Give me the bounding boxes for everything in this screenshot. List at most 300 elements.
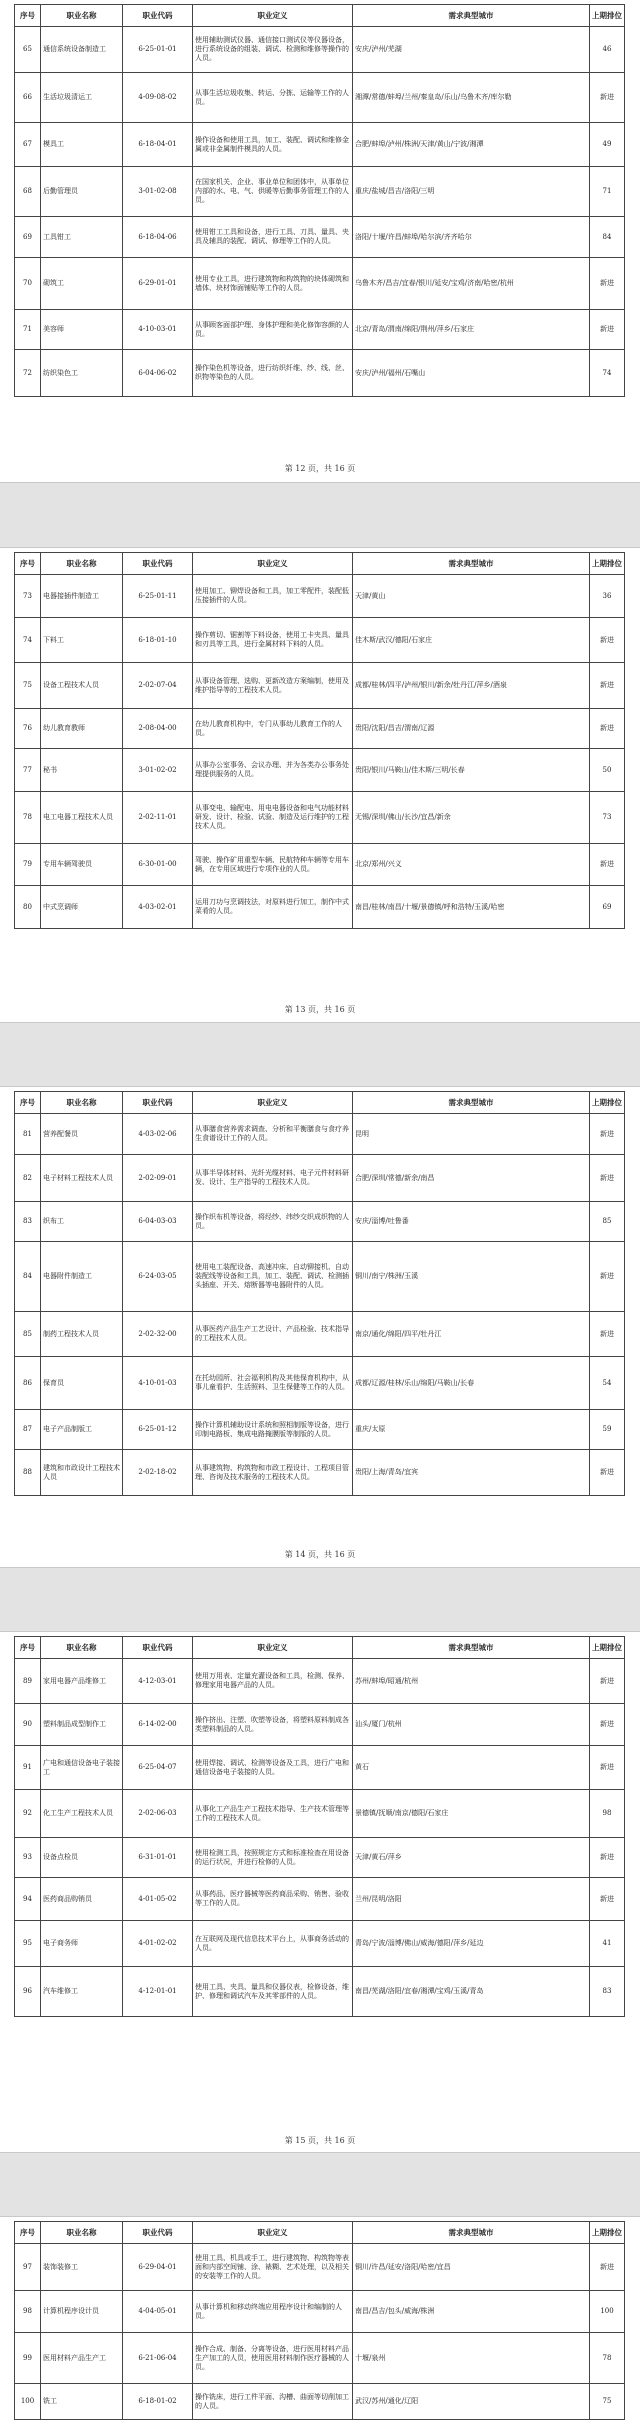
job-code: 6-18-04-01 [123, 123, 193, 167]
table-row [15, 709, 625, 749]
typical-cities: 贵阳/银川/马鞍山/佳木斯/三明/长春 [353, 749, 590, 792]
row-number: 76 [15, 709, 41, 749]
header-prev-rank: 上期排位 [590, 553, 625, 575]
row-number: 99 [15, 2333, 41, 2384]
row-number: 88 [15, 1450, 41, 1496]
job-name: 电子材料工程技术人员 [41, 1155, 123, 1202]
job-name: 医药商品购销员 [41, 1878, 123, 1921]
row-number: 93 [15, 1838, 41, 1878]
job-code: 6-25-04-07 [123, 1746, 193, 1790]
job-code: 3-01-02-02 [123, 749, 193, 792]
previous-rank: 36 [590, 575, 625, 618]
previous-rank: 83 [590, 1967, 625, 2017]
job-definition: 使用工具、机具或手工，进行建筑物、构筑物等表面和内部空间铺、涂、裱糊、艺术处理，以及相关的安装等工作的人员。 [193, 2244, 353, 2291]
table-row [15, 1242, 625, 1312]
table-row [15, 258, 625, 310]
job-code: 6-18-01-10 [123, 618, 193, 663]
header-name: 职业名称 [41, 1637, 123, 1659]
table-row [15, 1746, 625, 1790]
row-number: 67 [15, 123, 41, 167]
job-name: 电子商务师 [41, 1921, 123, 1967]
header-no: 序号 [15, 1092, 41, 1114]
row-number: 74 [15, 618, 41, 663]
table-row [15, 73, 625, 123]
typical-cities: 兰州/昆明/洛阳 [353, 1878, 590, 1921]
header-code: 职业代码 [123, 5, 193, 27]
job-definition: 从事医药产品生产工艺设计、产品检验、技术指导的工程技术人员。 [193, 1312, 353, 1357]
job-name: 美容师 [41, 310, 123, 350]
job-name: 装饰装修工 [41, 2244, 123, 2291]
row-number: 72 [15, 350, 41, 397]
job-definition: 从事顾客面部护理、身体护理和美化修饰容颜的人员。 [193, 310, 353, 350]
header-code: 职业代码 [123, 1092, 193, 1114]
job-code: 6-14-02-00 [123, 1704, 193, 1746]
previous-rank: 新进 [590, 709, 625, 749]
typical-cities: 青岛/宁波/淄博/佛山/威海/德阳/萍乡/延边 [353, 1921, 590, 1967]
previous-rank: 50 [590, 749, 625, 792]
table-row [15, 1659, 625, 1704]
job-name: 电子产品制版工 [41, 1410, 123, 1450]
row-number: 94 [15, 1878, 41, 1921]
table-row [15, 2384, 625, 2420]
typical-cities: 南昌/桂林/南昌/十堰/景德镇/呼和浩特/玉溪/哈密 [353, 886, 590, 929]
job-definition: 使用辅助测试仪器、通信接口测试仪等仪器设备，进行系统设备的组装、调试、检测和维修等操作的人员。 [193, 27, 353, 73]
previous-rank: 新进 [590, 1878, 625, 1921]
job-name: 家用电器产品维修工 [41, 1659, 123, 1704]
job-code: 4-01-02-02 [123, 1921, 193, 1967]
row-number: 83 [15, 1202, 41, 1242]
table-row [15, 217, 625, 258]
typical-cities: 合肥/深圳/常德/新余/南昌 [353, 1155, 590, 1202]
previous-rank: 新进 [590, 2244, 625, 2291]
job-name: 电工电器工程技术人员 [41, 792, 123, 844]
table-row [15, 749, 625, 792]
job-definition: 使用万用表、定量充灌设备和工具，检测、保养、修理家用电器产品的人员。 [193, 1659, 353, 1704]
row-number: 73 [15, 575, 41, 618]
job-code: 4-03-02-06 [123, 1114, 193, 1155]
previous-rank: 69 [590, 886, 625, 929]
job-definition: 操作铣床，进行工件平面、沟槽、曲面等切削加工的人员。 [193, 2384, 353, 2420]
row-number: 95 [15, 1921, 41, 1967]
jobs-table [14, 1091, 625, 1496]
previous-rank: 85 [590, 1202, 625, 1242]
job-definition: 在国家机关、企业、事业单位和团体中，从事单位内部的水、电、气、供暖等后勤事务管理工作的人员。 [193, 167, 353, 217]
jobs-table [14, 1636, 625, 2017]
row-number: 65 [15, 27, 41, 73]
header-definition: 职业定义 [193, 1637, 353, 1659]
previous-rank: 75 [590, 2384, 625, 2420]
job-definition: 使用检测工具，按照规定方式和标准检查在用设备的运行状况，并进行检修的人员。 [193, 1838, 353, 1878]
header-name: 职业名称 [41, 1092, 123, 1114]
typical-cities: 铜川/南宁/株洲/玉溪 [353, 1242, 590, 1312]
header-code: 职业代码 [123, 2222, 193, 2244]
row-number: 75 [15, 663, 41, 709]
job-name: 砌筑工 [41, 258, 123, 310]
row-number: 82 [15, 1155, 41, 1202]
job-code: 4-09-08-02 [123, 73, 193, 123]
job-code: 6-18-01-02 [123, 2384, 193, 2420]
header-cities: 需求典型城市 [353, 553, 590, 575]
table-row [15, 167, 625, 217]
typical-cities: 苏州/蚌埠/昭通/杭州 [353, 1659, 590, 1704]
previous-rank: 新进 [590, 310, 625, 350]
job-name: 化工生产工程技术人员 [41, 1790, 123, 1838]
typical-cities: 佳木斯/武汉/德阳/石家庄 [353, 618, 590, 663]
job-name: 秘书 [41, 749, 123, 792]
page-separator [0, 1022, 640, 1087]
typical-cities: 重庆/盐城/昌吉/洛阳/三明 [353, 167, 590, 217]
header-no: 序号 [15, 1637, 41, 1659]
previous-rank: 新进 [590, 1312, 625, 1357]
header-prev-rank: 上期排位 [590, 5, 625, 27]
typical-cities: 武汉/苏州/通化/辽阳 [353, 2384, 590, 2420]
document-page-15 [0, 1632, 640, 2152]
job-code: 4-04-05-01 [123, 2291, 193, 2333]
table-row [15, 1790, 625, 1838]
job-definition: 从事办公室事务、会议办理、并为各类办公事务处理提供服务的人员。 [193, 749, 353, 792]
typical-cities: 无锡/深圳/佛山/长沙/宜昌/新余 [353, 792, 590, 844]
typical-cities: 汕头/厦门/杭州 [353, 1704, 590, 1746]
job-code: 2-02-06-03 [123, 1790, 193, 1838]
row-number: 77 [15, 749, 41, 792]
header-name: 职业名称 [41, 553, 123, 575]
document-page-13 [0, 548, 640, 1022]
table-row [15, 27, 625, 73]
job-code: 6-29-01-01 [123, 258, 193, 310]
row-number: 91 [15, 1746, 41, 1790]
table-row [15, 1312, 625, 1357]
typical-cities: 南京/通化/绵阳/四平/牡丹江 [353, 1312, 590, 1357]
typical-cities: 北京/郑州/兴义 [353, 844, 590, 886]
typical-cities: 安庆/泸州/芜湖 [353, 27, 590, 73]
header-cities: 需求典型城市 [353, 5, 590, 27]
jobs-table [14, 4, 625, 397]
row-number: 78 [15, 792, 41, 844]
typical-cities: 天津/黄石/萍乡 [353, 1838, 590, 1878]
typical-cities: 南昌/芜湖/洛阳/宜春/湘潭/宝鸡/玉溪/青岛 [353, 1967, 590, 2017]
job-name: 电器附件制造工 [41, 1242, 123, 1312]
table-row [15, 1114, 625, 1155]
typical-cities: 黄石 [353, 1746, 590, 1790]
header-definition: 职业定义 [193, 2222, 353, 2244]
previous-rank: 41 [590, 1921, 625, 1967]
header-prev-rank: 上期排位 [590, 1092, 625, 1114]
row-number: 80 [15, 886, 41, 929]
document-page-16 [0, 2217, 640, 2425]
job-code: 3-01-02-08 [123, 167, 193, 217]
job-name: 生活垃圾清运工 [41, 73, 123, 123]
job-definition: 使用电工装配设备、高速冲床、自动铆接机、自动装配线等设备和工具，加工、装配、调试、检测插头插座、开关、熔断器等电器附件的人员。 [193, 1242, 353, 1312]
typical-cities: 湘潭/常德/蚌埠/兰州/秦皇岛/乐山/乌鲁木齐/库尔勒 [353, 73, 590, 123]
previous-rank: 新进 [590, 1838, 625, 1878]
header-cities: 需求典型城市 [353, 1092, 590, 1114]
row-number: 71 [15, 310, 41, 350]
job-code: 6-30-01-00 [123, 844, 193, 886]
table-row [15, 2244, 625, 2291]
jobs-table [14, 552, 625, 929]
job-name: 制药工程技术人员 [41, 1312, 123, 1357]
page-footer: 第 12 页，共 16 页 [284, 464, 356, 473]
row-number: 84 [15, 1242, 41, 1312]
previous-rank: 新进 [590, 663, 625, 709]
job-code: 2-08-04-00 [123, 709, 193, 749]
table-row [15, 1450, 625, 1496]
job-definition: 操作染色机等设备，进行纺织纤维、纱、线、丝、织物等染色的人员。 [193, 350, 353, 397]
row-number: 85 [15, 1312, 41, 1357]
previous-rank: 新进 [590, 1704, 625, 1746]
job-definition: 运用刀功与烹调技法，对原料进行加工，制作中式菜肴的人员。 [193, 886, 353, 929]
job-definition: 使用加工、铆焊设备和工具，加工零配件，装配低压接插件的人员。 [193, 575, 353, 618]
row-number: 89 [15, 1659, 41, 1704]
page-separator [0, 2152, 640, 2217]
job-definition: 操作合成、制备、分离等设备，进行医用材料产品生产加工的人员，使用医用材料制作医疗器械的人员。 [193, 2333, 353, 2384]
job-name: 幼儿教育教师 [41, 709, 123, 749]
job-code: 6-18-04-06 [123, 217, 193, 258]
job-code: 4-10-03-01 [123, 310, 193, 350]
header-definition: 职业定义 [193, 553, 353, 575]
job-code: 6-21-06-04 [123, 2333, 193, 2384]
header-code: 职业代码 [123, 1637, 193, 1659]
table-row [15, 575, 625, 618]
page-footer: 第 13 页，共 16 页 [284, 1005, 356, 1014]
row-number: 97 [15, 2244, 41, 2291]
typical-cities: 南昌/昌吉/包头/威海/株洲 [353, 2291, 590, 2333]
row-number: 69 [15, 217, 41, 258]
previous-rank: 73 [590, 792, 625, 844]
job-code: 6-04-06-02 [123, 350, 193, 397]
typical-cities: 洛阳/十堰/许昌/蚌埠/哈尔滨/齐齐哈尔 [353, 217, 590, 258]
job-code: 2-02-09-01 [123, 1155, 193, 1202]
page-footer: 第 15 页，共 16 页 [284, 2136, 356, 2145]
previous-rank: 新进 [590, 1659, 625, 1704]
table-row [15, 123, 625, 167]
previous-rank: 新进 [590, 1155, 625, 1202]
table-row [15, 618, 625, 663]
header-name: 职业名称 [41, 5, 123, 27]
job-name: 织布工 [41, 1202, 123, 1242]
header-cities: 需求典型城市 [353, 1637, 590, 1659]
job-name: 专用车辆驾驶员 [41, 844, 123, 886]
table-row [15, 1410, 625, 1450]
job-definition: 从事生活垃圾收集、转运、分拣、运输等工作的人员。 [193, 73, 353, 123]
job-definition: 使用钳工工具和设备，进行工具、刀具、量具、夹具及辅具的装配、调试、修理等工作的人员。 [193, 217, 353, 258]
job-definition: 从事半导体材料、光纤光缆材料、电子元件材料研发、设计、生产指导的工程技术人员。 [193, 1155, 353, 1202]
job-name: 铣工 [41, 2384, 123, 2420]
page-separator [0, 1567, 640, 1632]
table-row [15, 886, 625, 929]
job-code: 6-25-01-11 [123, 575, 193, 618]
job-code: 6-25-01-12 [123, 1410, 193, 1450]
table-row [15, 1202, 625, 1242]
row-number: 98 [15, 2291, 41, 2333]
previous-rank: 59 [590, 1410, 625, 1450]
previous-rank: 新进 [590, 258, 625, 310]
table-row [15, 1967, 625, 2017]
typical-cities: 贵阳/沈阳/昌吉/渭南/辽源 [353, 709, 590, 749]
typical-cities: 乌鲁木齐/昌吉/宜春/银川/延安/宝鸡/济南/哈密/杭州 [353, 258, 590, 310]
job-definition: 在托幼园所、社会福利机构及其他保育机构中，从事儿童看护、生活照料、卫生保健等工作的人员。 [193, 1357, 353, 1410]
job-code: 4-03-02-01 [123, 886, 193, 929]
job-code: 2-02-07-04 [123, 663, 193, 709]
job-definition: 从事膳食营养需求调查、分析和平衡膳食与食疗养生食谱设计工作的人员。 [193, 1114, 353, 1155]
job-name: 电器接插件制造工 [41, 575, 123, 618]
typical-cities: 合肥/蚌埠/泸州/株洲/天津/黄山/宁波/湘潭 [353, 123, 590, 167]
job-name: 计算机程序设计员 [41, 2291, 123, 2333]
table-row [15, 1155, 625, 1202]
previous-rank: 新进 [590, 1114, 625, 1155]
job-definition: 操作设备和使用工具，加工、装配、调试和维修金属或非金属制件模具的人员。 [193, 123, 353, 167]
job-definition: 操作计算机辅助设计系统和照相制版等设备，进行印制电路板、集成电路掩膜版等制版的人员。 [193, 1410, 353, 1450]
job-definition: 使用焊接、调试、检测等设备及工具，进行广电和通信设备电子装接的人员。 [193, 1746, 353, 1790]
job-definition: 使用工具、夹具、量具和仪器仪表，检修设备，维护、修理和调试汽车及其零部件的人员。 [193, 1967, 353, 2017]
typical-cities: 重庆/太原 [353, 1410, 590, 1450]
previous-rank: 新进 [590, 73, 625, 123]
job-code: 2-02-32-00 [123, 1312, 193, 1357]
job-definition: 驾驶、操作矿用重型车辆、民航特种车辆等专用车辆，在专用区域进行专项作业的人员。 [193, 844, 353, 886]
typical-cities: 十堰/泉州 [353, 2333, 590, 2384]
previous-rank: 54 [590, 1357, 625, 1410]
job-code: 2-02-11-01 [123, 792, 193, 844]
header-no: 序号 [15, 553, 41, 575]
previous-rank: 49 [590, 123, 625, 167]
typical-cities: 北京/青岛/渭南/绵阳/荆州/萍乡/石家庄 [353, 310, 590, 350]
job-definition: 使用专业工具，进行建筑物和构筑物的块体砌筑和墙体、块材饰面铺贴等工作的人员。 [193, 258, 353, 310]
job-definition: 从事计算机和移动终端应用程序设计和编制的人员。 [193, 2291, 353, 2333]
job-definition: 从事变电、输配电、用电电器设备和电气功能材料研发、设计、检验、试验、制造及运行维护的工程技术人员。 [193, 792, 353, 844]
previous-rank: 新进 [590, 1450, 625, 1496]
table-row [15, 350, 625, 397]
job-definition: 在幼儿教育机构中，专门从事幼儿教育工作的人员。 [193, 709, 353, 749]
previous-rank: 新进 [590, 1746, 625, 1790]
job-name: 纺织染色工 [41, 350, 123, 397]
job-code: 6-25-01-01 [123, 27, 193, 73]
typical-cities: 天津/黄山 [353, 575, 590, 618]
job-definition: 从事设备管理、选购、更新改造方案编制，使用及维护指导等的工程技术人员。 [193, 663, 353, 709]
previous-rank: 78 [590, 2333, 625, 2384]
document-page-14 [0, 1087, 640, 1567]
typical-cities: 成都/桂林/四平/泸州/银川/新余/牡丹江/萍乡/酒泉 [353, 663, 590, 709]
table-row [15, 1838, 625, 1878]
row-number: 100 [15, 2384, 41, 2420]
header-prev-rank: 上期排位 [590, 2222, 625, 2244]
row-number: 66 [15, 73, 41, 123]
previous-rank: 100 [590, 2291, 625, 2333]
job-code: 4-12-01-01 [123, 1967, 193, 2017]
job-code: 6-31-01-01 [123, 1838, 193, 1878]
job-name: 保育员 [41, 1357, 123, 1410]
header-definition: 职业定义 [193, 1092, 353, 1114]
row-number: 96 [15, 1967, 41, 2017]
page-separator [0, 482, 640, 548]
table-row [15, 2333, 625, 2384]
typical-cities: 景德镇/抚顺/南京/德阳/石家庄 [353, 1790, 590, 1838]
table-row [15, 1921, 625, 1967]
previous-rank: 84 [590, 217, 625, 258]
row-number: 90 [15, 1704, 41, 1746]
job-name: 中式烹调师 [41, 886, 123, 929]
job-code: 4-12-03-01 [123, 1659, 193, 1704]
job-definition: 从事建筑物、构筑物和市政工程设计、工程项目管理、咨询及技术服务的工程技术人员。 [193, 1450, 353, 1496]
job-name: 塑料制品成型制作工 [41, 1704, 123, 1746]
typical-cities: 成都/辽源/桂林/乐山/绵阳/马鞍山/长春 [353, 1357, 590, 1410]
job-code: 4-01-05-02 [123, 1878, 193, 1921]
row-number: 68 [15, 167, 41, 217]
job-code: 4-10-01-03 [123, 1357, 193, 1410]
job-code: 2-02-18-02 [123, 1450, 193, 1496]
job-name: 设备工程技术人员 [41, 663, 123, 709]
document-page-12 [0, 0, 640, 482]
typical-cities: 安庆/泸州/福州/石嘴山 [353, 350, 590, 397]
row-number: 79 [15, 844, 41, 886]
header-definition: 职业定义 [193, 5, 353, 27]
header-no: 序号 [15, 5, 41, 27]
previous-rank: 98 [590, 1790, 625, 1838]
job-name: 建筑和市政设计工程技术人员 [41, 1450, 123, 1496]
previous-rank: 新进 [590, 618, 625, 663]
previous-rank: 新进 [590, 844, 625, 886]
job-definition: 操作织布机等设备，将经纱、纬纱交织成织物的人员。 [193, 1202, 353, 1242]
table-row [15, 310, 625, 350]
previous-rank: 71 [590, 167, 625, 217]
typical-cities: 贵阳/上海/青岛/宜宾 [353, 1450, 590, 1496]
job-name: 广电和通信设备电子装接工 [41, 1746, 123, 1790]
job-name: 医用材料产品生产工 [41, 2333, 123, 2384]
table-row [15, 792, 625, 844]
typical-cities: 安庆/淄博/吐鲁番 [353, 1202, 590, 1242]
previous-rank: 新进 [590, 1242, 625, 1312]
table-row [15, 663, 625, 709]
job-code: 6-29-04-01 [123, 2244, 193, 2291]
table-row [15, 2291, 625, 2333]
job-name: 营养配餐员 [41, 1114, 123, 1155]
row-number: 70 [15, 258, 41, 310]
job-definition: 在互联网及现代信息技术平台上，从事商务活动的人员。 [193, 1921, 353, 1967]
row-number: 87 [15, 1410, 41, 1450]
job-definition: 操作挤出、注塑、吹塑等设备，将塑料原料制成各类塑料制品的人员。 [193, 1704, 353, 1746]
previous-rank: 74 [590, 350, 625, 397]
header-no: 序号 [15, 2222, 41, 2244]
job-name: 汽车维修工 [41, 1967, 123, 2017]
page-footer: 第 14 页，共 16 页 [284, 1550, 356, 1559]
table-row [15, 1357, 625, 1410]
header-prev-rank: 上期排位 [590, 1637, 625, 1659]
table-row [15, 1878, 625, 1921]
job-name: 通信系统设备制造工 [41, 27, 123, 73]
header-code: 职业代码 [123, 553, 193, 575]
job-code: 6-24-03-05 [123, 1242, 193, 1312]
job-definition: 从事药品、医疗器械等医药商品采购、销售、验收等工作的人员。 [193, 1878, 353, 1921]
table-row [15, 844, 625, 886]
job-name: 模具工 [41, 123, 123, 167]
row-number: 92 [15, 1790, 41, 1838]
row-number: 81 [15, 1114, 41, 1155]
job-definition: 操作剪切、锯割等下料设备，使用工卡夹具、量具和刃具等工具，进行金属材料下料的人员。 [193, 618, 353, 663]
jobs-table [14, 2221, 625, 2420]
typical-cities: 铜川/许昌/延安/洛阳/哈密/宜昌 [353, 2244, 590, 2291]
job-code: 6-04-03-03 [123, 1202, 193, 1242]
job-name: 工具钳工 [41, 217, 123, 258]
job-name: 设备点检员 [41, 1838, 123, 1878]
job-name: 下料工 [41, 618, 123, 663]
typical-cities: 昆明 [353, 1114, 590, 1155]
previous-rank: 46 [590, 27, 625, 73]
header-name: 职业名称 [41, 2222, 123, 2244]
row-number: 86 [15, 1357, 41, 1410]
header-cities: 需求典型城市 [353, 2222, 590, 2244]
job-definition: 从事化工产品生产工程技术指导、生产技术管理等工作的工程技术人员。 [193, 1790, 353, 1838]
table-row [15, 1704, 625, 1746]
job-name: 后勤管理员 [41, 167, 123, 217]
